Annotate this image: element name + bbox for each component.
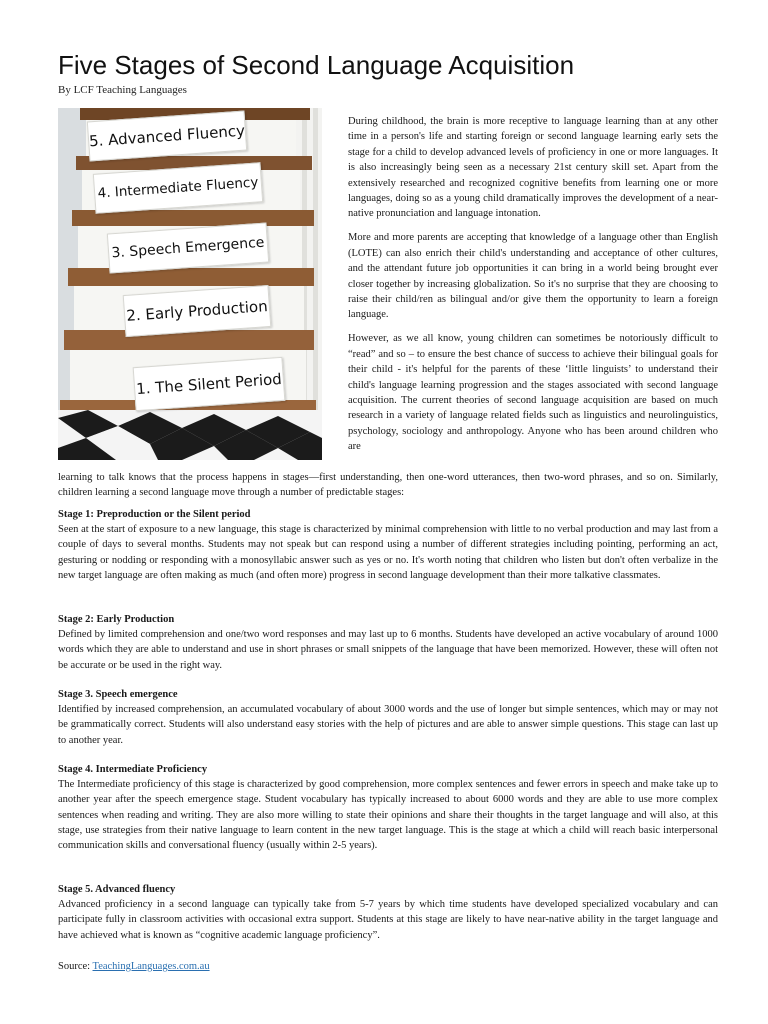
stage-section-2 — [58, 612, 718, 673]
step-label-4: 4. Intermediate Fluency — [97, 174, 259, 202]
stage-text-4: The Intermediate proficiency of this stage is characterized by good comprehension, more complex sentences and fewer errors in speech and make take up to another year after the speech emergence stage. Student vocabulary has typically increased to about 6000 words and they are able to use more complex sentences when reading and writing. They are also more willing to state their opinions and share their thoughts in the target language and will also, at this stage, use strategies from their native language to learn content in the new target language. This is the stage at which a child will reach basic interpersonal communication skills and conversational fluency (usually within 2-5 years). — [58, 779, 718, 852]
intro-column — [348, 114, 718, 455]
stage-section-3 — [58, 687, 718, 748]
stage-heading-3: Stage 3. Speech emergence — [58, 689, 178, 700]
byline: By LCF Teaching Languages — [58, 84, 187, 96]
stage-section-5 — [58, 882, 718, 943]
stage-heading-5: Stage 5. Advanced fluency — [58, 884, 176, 895]
source-link[interactable]: TeachingLanguages.com.au — [92, 961, 210, 972]
step-label-5: 5. Advanced Fluency — [88, 121, 246, 151]
stage-section-1 — [58, 507, 718, 583]
source-line — [58, 959, 210, 974]
stage-text-1: Seen at the start of exposure to a new language, this stage is characterized by minimal comprehension with little to no verbal production and may last from a couple of days to several months. Students may not speak but can respond using a number of different strategies including pointing, performing an act, gesturing or nodding or responding with a monosyllabic answer such as yes or no. It's worth noting that children who listen but don't often verbalize in the new target language are often making as much (and often more) progress in second language development than their more talkative classmates. — [58, 524, 718, 581]
stairs-illustration — [58, 108, 322, 460]
intro-paragraph-1: During childhood, the brain is more receptive to language learning than at any other time in a person's life and starting foreign or second language learning early sets the stage for a child to develop advanced levels of proficiency in one or more languages. It is also increasingly being seen as a necessary 21st century skill set. Apart from the extensively researched and recognized cognitive benefits from learning one or more languages, doing so as a young child dramatically improves the development of a near-native pronunciation and language intonation. — [348, 116, 718, 220]
page-title: Five Stages of Second Language Acquisition — [58, 50, 575, 80]
stage-heading-4: Stage 4. Intermediate Proficiency — [58, 764, 208, 775]
stage-section-4 — [58, 762, 718, 853]
intro-paragraph-3: However, as we all know, young children can sometimes be notoriously difficult to “read” and so – to ensure the best chance of success to achieve their bilingual goals for their child - it's helpful for the parents of these ‘little linguists’ to understand their child's language learning progression and the stages associated with second language acquisition. The current theories of second language acquisition are based on much research in a variety of language related fields such as linguistics and neurolinguistics, psychology, sociology and anthropology. Anyone who has been around children who are — [348, 333, 718, 453]
step-label-3: 3. Speech Emergence — [111, 234, 265, 262]
stage-text-2: Defined by limited comprehension and one/two word responses and may last up to 6 months. Students have developed an active vocabulary of around 1000 words which they are able to understand and use in short phrases or small snippets of the language that have been memorized. However, these will often not be accurate or be used in the right way. — [58, 629, 718, 671]
step-label-2: 2. Early Production — [125, 297, 269, 325]
intro-paragraph-2: More and more parents are accepting that knowledge of a language other than English (LOTE) can also enrich their child's understanding and acceptance of other cultures, and the attendant future job opportunities it can bring in a world being brought ever closer together by increasing globalization. So it's no surprise that they are choosing to raise their child/ren as bilingual and/or give them the opportunity to learn a foreign language. — [348, 232, 718, 321]
stage-text-5: Advanced proficiency in a second language can typically take from 5-7 years by which time students have developed specialized vocabulary and can participate fully in classroom activities with occasional extra support. Students at this stage are likely to have near-native ability in the target language and have achieved what is known as “cognitive academic language proficiency”. — [58, 899, 718, 941]
source-label: Source: — [58, 961, 93, 972]
stage-heading-2: Stage 2: Early Production — [58, 614, 175, 625]
stage-text-3: Identified by increased comprehension, an accumulated vocabulary of about 3000 words and the use of longer but simple sentences, which may or may not be grammatically correct. Students will also understand easy stories with the help of pictures and are able to answer simple questions. This stage can last up to another year. — [58, 704, 718, 746]
step-label-1: 1. The Silent Period — [135, 369, 283, 399]
intro-paragraph-3-continued: learning to talk knows that the process happens in stages—first understanding, then one-word utterances, then two-word phrases, and so on. Similarly, children learning a second language move through a number of predictable stages: — [58, 472, 718, 499]
stage-heading-1: Stage 1: Preproduction or the Silent period — [58, 509, 251, 520]
